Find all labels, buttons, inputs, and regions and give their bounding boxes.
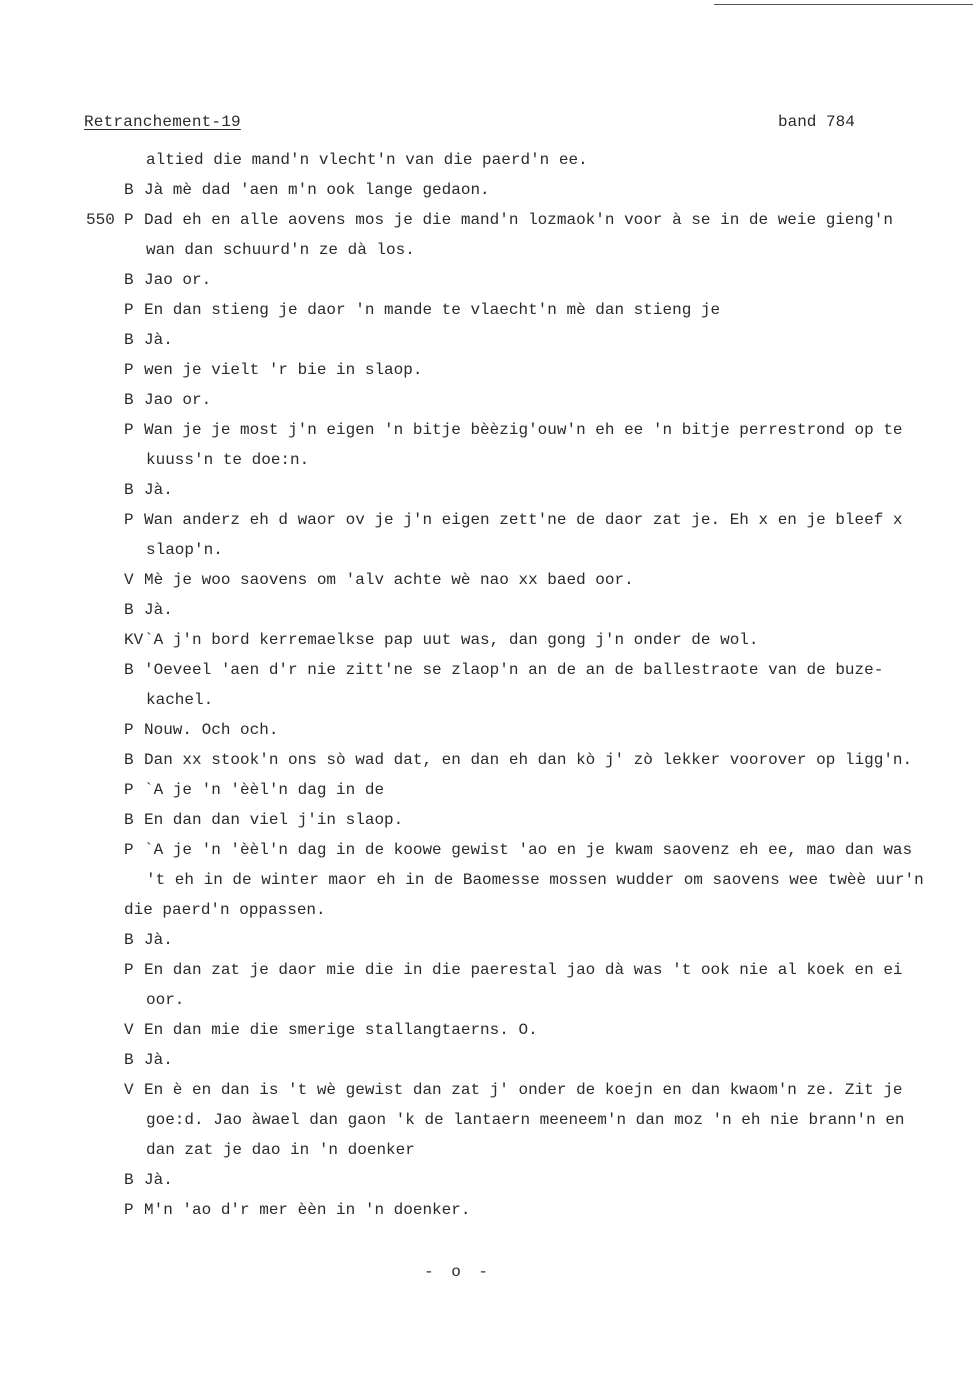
transcript-line: [0, 990, 973, 1010]
utterance-text: Jà.: [144, 331, 173, 349]
utterance-text: Jà.: [144, 601, 173, 619]
transcript-line: [0, 600, 973, 620]
speaker-label: B: [124, 181, 134, 199]
transcript-line: [0, 210, 973, 230]
transcript-line: [0, 1170, 973, 1190]
utterance-text: Dan xx stook'n ons sò wad dat, en dan eh dan kò j' zò lekker voorover op ligg'n.: [144, 751, 913, 769]
transcript-line: [0, 870, 973, 890]
utterance-text: wan dan schuurd'n ze dà los.: [146, 241, 415, 259]
utterance-text: En dan zat je daor mie die in die paerestal jao dà was 't ook nie al koek en ei: [144, 961, 903, 979]
utterance-text: `A j'n bord kerremaelkse pap uut was, dan gong j'n onder de wol.: [144, 631, 759, 649]
transcript-line: [0, 1200, 973, 1220]
utterance-text: Jà.: [144, 931, 173, 949]
speaker-label: P: [124, 211, 134, 229]
utterance-text: kachel.: [146, 691, 214, 709]
utterance-text: 'Oeveel 'aen d'r nie zitt'ne se zlaop'n an de an de ballestraote van de buze-: [144, 661, 884, 679]
utterance-text: goe:d. Jao àwael dan gaon 'k de lantaern meeneem'n dan moz 'n eh nie brann'n en: [146, 1111, 905, 1129]
transcript-line: [0, 270, 973, 290]
transcript-line: [0, 720, 973, 740]
page-header-band: band 784: [778, 113, 855, 131]
header-title-text: Retranchement-19: [84, 113, 241, 131]
utterance-text: Dad eh en alle aovens mos je die mand'n lozmaok'n voor à se in de weie gieng'n: [144, 211, 893, 229]
speaker-label: B: [124, 931, 134, 949]
utterance-text: Wan je je most j'n eigen 'n bitje bèèzig'ouw'n eh ee 'n bitje perrestrond op te: [144, 421, 903, 439]
transcript-line: [0, 750, 973, 770]
speaker-label: B: [124, 391, 134, 409]
transcript-line: [0, 480, 973, 500]
utterance-text: En dan stieng je daor 'n mande te vlaecht'n mè dan stieng je: [144, 301, 721, 319]
top-rule: [714, 4, 973, 5]
transcript-line: [0, 150, 973, 170]
transcript-line: [0, 510, 973, 530]
speaker-label: B: [124, 271, 134, 289]
speaker-label: B: [124, 1171, 134, 1189]
transcript-line: [0, 330, 973, 350]
speaker-label: P: [124, 1201, 134, 1219]
speaker-label: P: [124, 721, 134, 739]
speaker-label: P: [124, 961, 134, 979]
utterance-text: M'n 'ao d'r mer èèn in 'n doenker.: [144, 1201, 471, 1219]
transcript-line: [0, 540, 973, 560]
transcript-line: [0, 1110, 973, 1130]
utterance-text: Wan anderz eh d waor ov je j'n eigen zett'ne de daor zat je. Eh x en je bleef x: [144, 511, 903, 529]
utterance-text: En dan mie die smerige stallangtaerns. O.: [144, 1021, 538, 1039]
utterance-text: Jà.: [144, 481, 173, 499]
transcript-line: [0, 180, 973, 200]
utterance-text: Jao or.: [144, 391, 212, 409]
utterance-text: Jao or.: [144, 271, 212, 289]
utterance-text: Jà.: [144, 1051, 173, 1069]
transcript-line: [0, 1020, 973, 1040]
utterance-text: Mè je woo saovens om 'alv achte wè nao xx baed oor.: [144, 571, 634, 589]
utterance-text: Nouw. Och och.: [144, 721, 279, 739]
utterance-text: `A je 'n 'èèl'n dag in de: [144, 781, 385, 799]
speaker-label: P: [124, 421, 134, 439]
speaker-label: V: [124, 571, 134, 589]
utterance-text: kuuss'n te doe:n.: [146, 451, 310, 469]
transcript-line: [0, 240, 973, 260]
speaker-label: B: [124, 331, 134, 349]
speaker-label: V: [124, 1021, 134, 1039]
transcript-line: [0, 360, 973, 380]
utterance-text: oor.: [146, 991, 185, 1009]
transcript-line: [0, 840, 973, 860]
transcript-line: [0, 810, 973, 830]
transcript-line: [0, 630, 973, 650]
speaker-label: P: [124, 361, 134, 379]
speaker-label: V: [124, 1081, 134, 1099]
transcript-line: [0, 660, 973, 680]
speaker-label: P: [124, 781, 134, 799]
utterance-text: altied die mand'n vlecht'n van die paerd'n ee.: [146, 151, 588, 169]
transcript-line: [0, 570, 973, 590]
speaker-label: KV: [124, 631, 144, 649]
speaker-label: B: [124, 481, 134, 499]
utterance-text: wen je vielt 'r bie in slaop.: [144, 361, 423, 379]
utterance-text: Jà mè dad 'aen m'n ook lange gedaon.: [144, 181, 490, 199]
utterance-text: dan zat je dao in 'n doenker: [146, 1141, 415, 1159]
transcript-line: [0, 1140, 973, 1160]
utterance-text: `A je 'n 'èèl'n dag in de koowe gewist 'ao en je kwam saovenz eh ee, mao dan was: [144, 841, 913, 859]
speaker-label: P: [124, 301, 134, 319]
line-number: 550: [86, 211, 115, 229]
speaker-label: B: [124, 1051, 134, 1069]
utterance-text: slaop'n.: [146, 541, 223, 559]
transcript-line: [0, 900, 973, 920]
transcript-line: [0, 960, 973, 980]
transcript-line: [0, 1080, 973, 1100]
page-header-title: [84, 113, 241, 131]
transcript-line: [0, 1050, 973, 1070]
speaker-label: B: [124, 601, 134, 619]
utterance-text: En è en dan is 't wè gewist dan zat j' onder de koejn en dan kwaom'n ze. Zit je: [144, 1081, 903, 1099]
speaker-label: B: [124, 811, 134, 829]
speaker-label: P: [124, 841, 134, 859]
transcript-line: [0, 420, 973, 440]
speaker-label: B: [124, 751, 134, 769]
utterance-text: 't eh in de winter maor eh in de Baomesse mossen wudder om saovens wee twèè uur'n: [146, 871, 924, 889]
transcript-line: [0, 780, 973, 800]
page-footer-mark: - o -: [424, 1263, 493, 1281]
transcript-line: [0, 450, 973, 470]
utterance-text: die paerd'n oppassen.: [124, 901, 326, 919]
speaker-label: P: [124, 511, 134, 529]
utterance-text: En dan dan viel j'in slaop.: [144, 811, 404, 829]
utterance-text: Jà.: [144, 1171, 173, 1189]
transcript-line: [0, 930, 973, 950]
transcript-line: [0, 300, 973, 320]
transcript-line: [0, 690, 973, 710]
speaker-label: B: [124, 661, 134, 679]
transcript-line: [0, 390, 973, 410]
